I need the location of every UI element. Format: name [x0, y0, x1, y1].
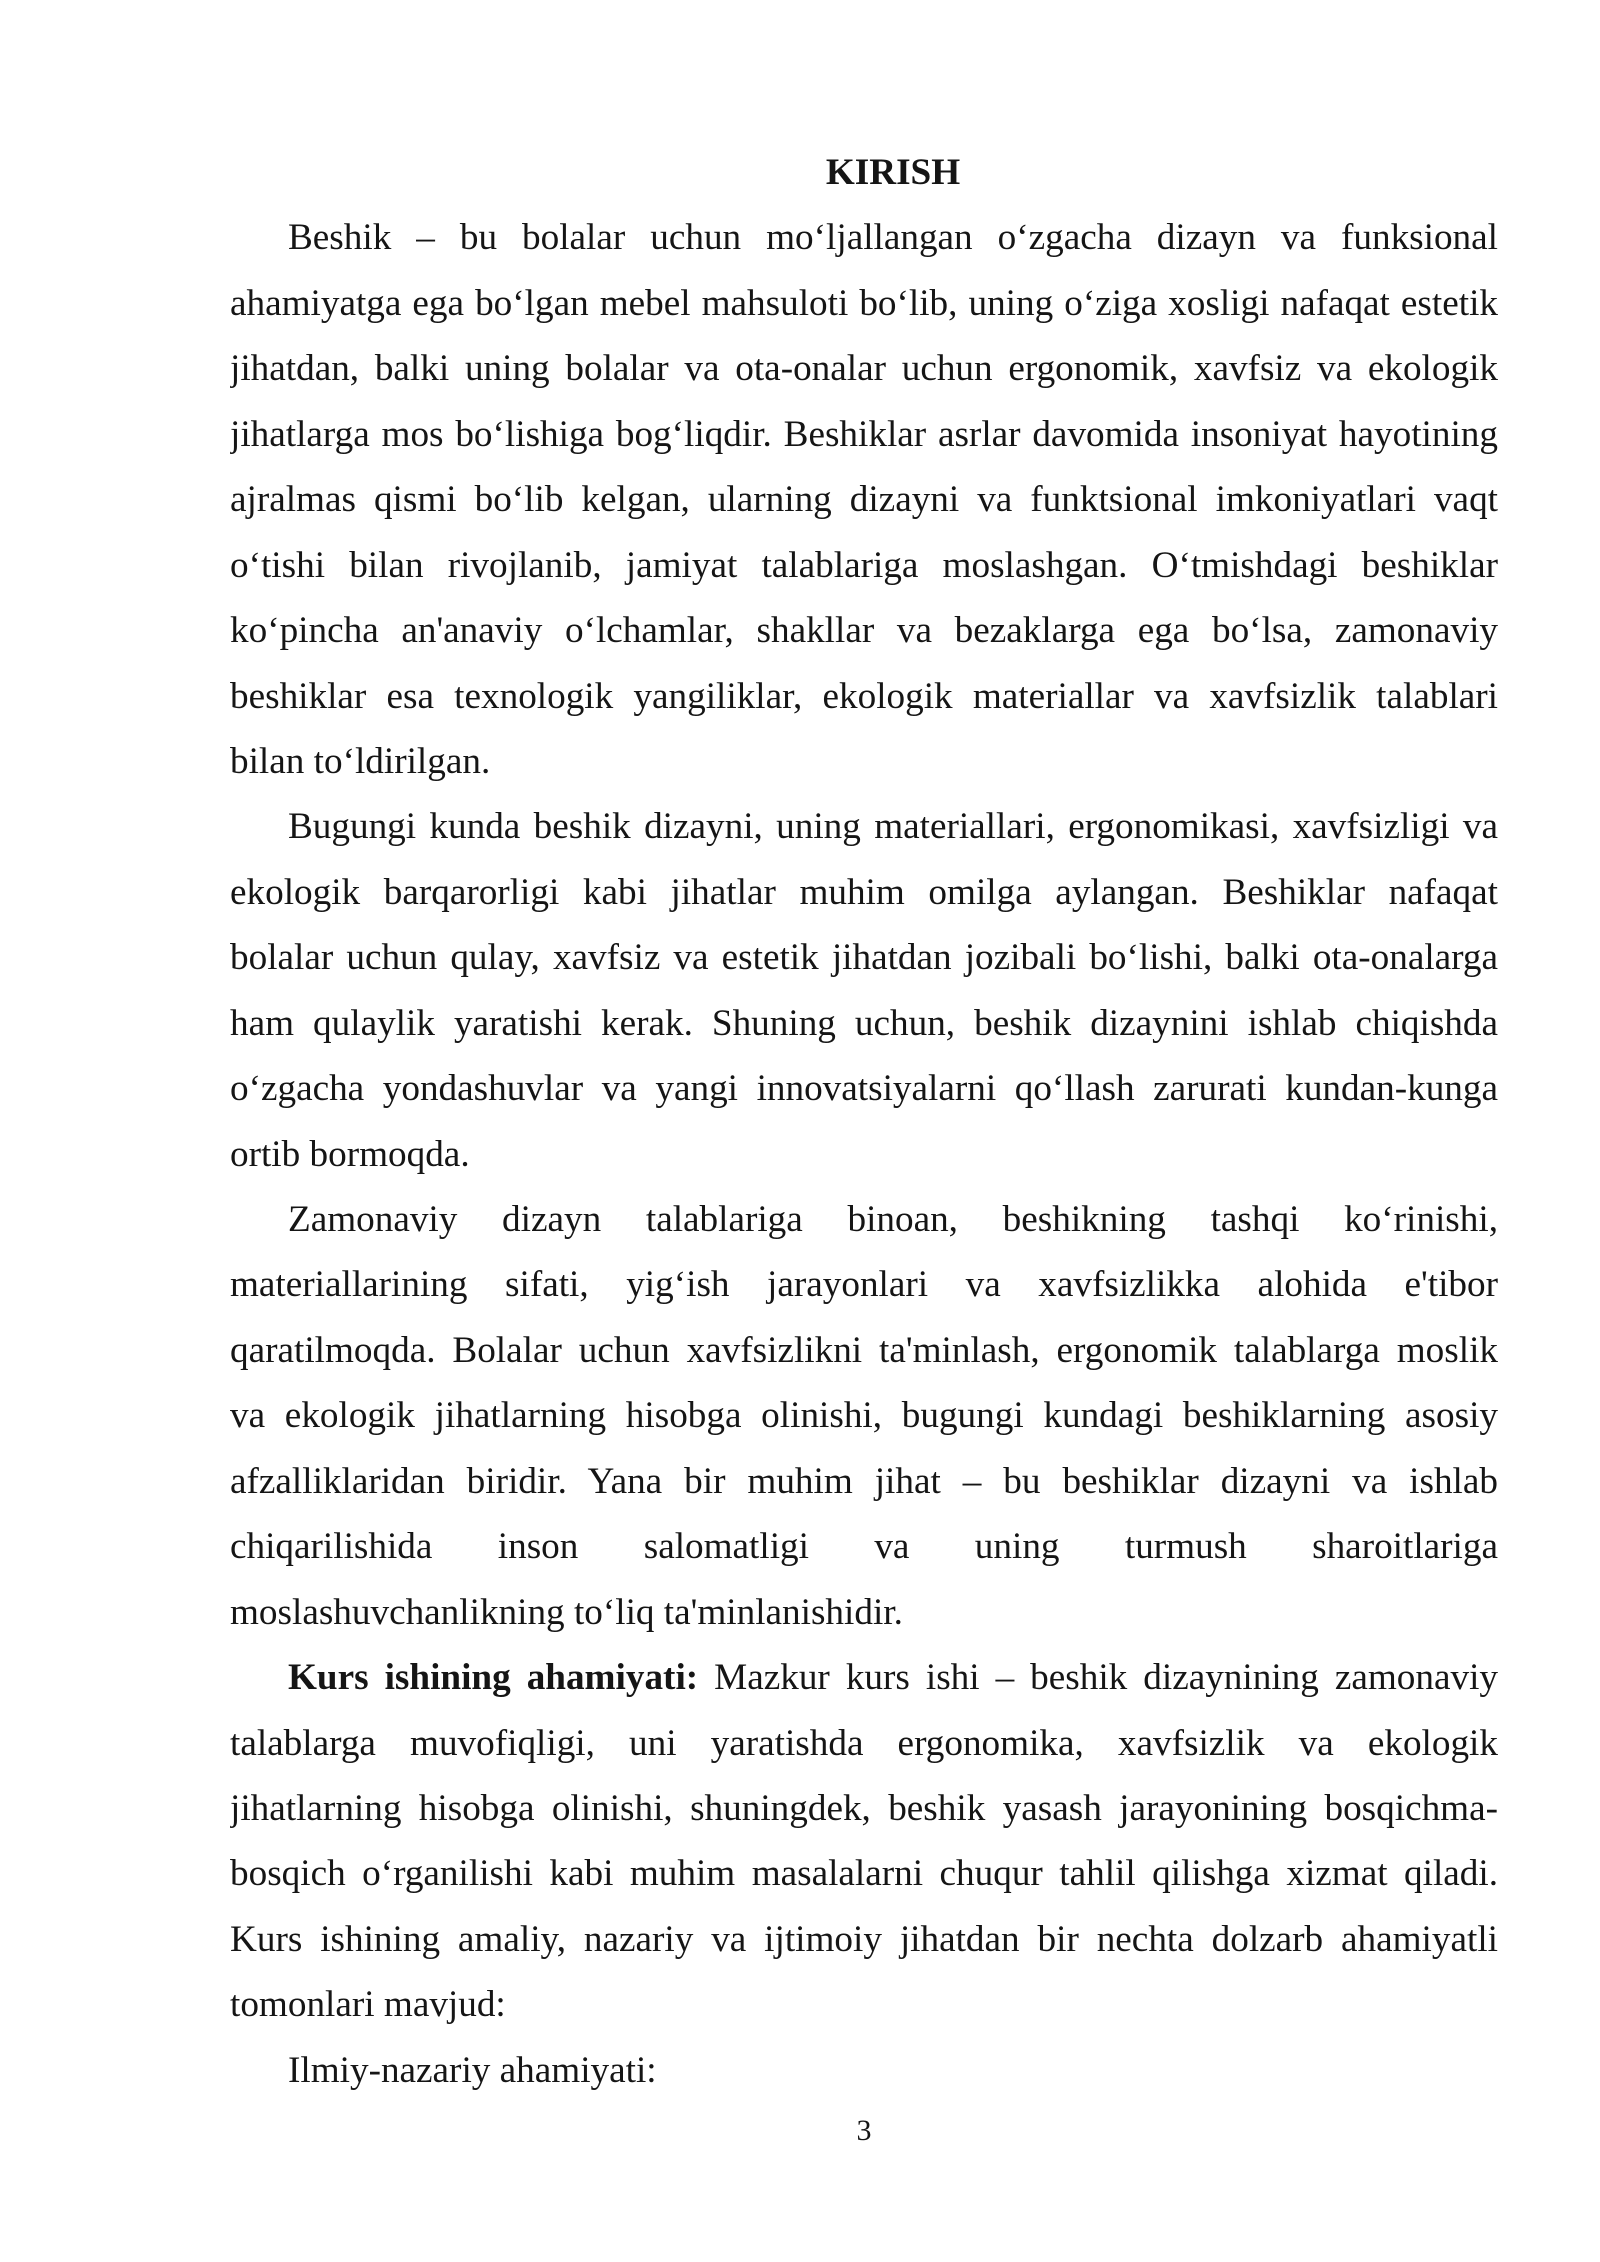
- paragraph-line: bilan to‘ldirilgan.: [230, 740, 491, 782]
- paragraph-line: bosqich o‘rganilishi kabi muhim masalalarni chuqur tahlil qilishga xizmat qiladi.: [230, 1853, 1498, 1895]
- paragraph-line: beshiklar esa texnologik yangiliklar, ekologik materiallar va xavfsizlik talablari: [230, 675, 1498, 717]
- paragraph-line: afzalliklaridan biridir. Yana bir muhim jihat – bu beshiklar dizayni va ishlab: [230, 1460, 1498, 1502]
- paragraph-lead: Kurs ishining ahamiyati:: [288, 1657, 699, 1699]
- paragraph-line: jihatlarning hisobga olinishi, shuningdek, beshik yasash jarayonining bosqichma-: [230, 1787, 1498, 1829]
- paragraph: [230, 205, 1498, 794]
- paragraph-line: o‘tishi bilan rivojlanib, jamiyat talablariga moslashgan. O‘tmishdagi beshiklar: [230, 544, 1498, 586]
- paragraph-line: ekologik barqarorligi kabi jihatlar muhim omilga aylangan. Beshiklar nafaqat: [230, 871, 1498, 913]
- paragraph-line: [230, 1645, 1498, 1710]
- paragraph-line: bolalar uchun qulay, xavfsiz va estetik jihatdan jozibali bo‘lishi, balki ota-onalarga: [230, 937, 1498, 979]
- paragraph-line: qaratilmoqda. Bolalar uchun xavfsizlikni ta'minlash, ergonomik talablarga moslik: [230, 1329, 1498, 1371]
- paragraph-line: jihatdan, balki uning bolalar va ota-onalar uchun ergonomik, xavfsiz va ekologik: [230, 348, 1498, 390]
- paragraph-line: ko‘pincha an'anaviy o‘lchamlar, shakllar va bezaklarga ega bo‘lsa, zamonaviy: [230, 610, 1498, 652]
- paragraph-line: ahamiyatga ega bo‘lgan mebel mahsuloti bo‘lib, uning o‘ziga xosligi nafaqat estetik: [230, 282, 1498, 324]
- paragraph-line: o‘zgacha yondashuvlar va yangi innovatsiyalarni qo‘llash zarurati kundan-kunga: [230, 1068, 1498, 1110]
- paragraph-line: Ilmiy-nazariy ahamiyati:: [288, 2049, 657, 2091]
- paragraph-line: moslashuvchanlikning to‘liq ta'minlanishidir.: [230, 1591, 903, 1633]
- paragraph-line: tomonlari mavjud:: [230, 1984, 506, 2026]
- paragraph-line: jihatlarga mos bo‘lishiga bog‘liqdir. Beshiklar asrlar davomida insoniyat hayotining: [230, 413, 1498, 455]
- paragraph-line: Bugungi kunda beshik dizayni, uning materiallari, ergonomikasi, xavfsizligi va: [288, 806, 1498, 848]
- paragraph-line: Zamonaviy dizayn talablariga binoan, beshikning tashqi ko‘rinishi,: [288, 1199, 1498, 1240]
- paragraph-line: ortib bormoqda.: [230, 1133, 470, 1175]
- paragraph-line: ham qulaylik yaratishi kerak. Shuning uchun, beshik dizaynini ishlab chiqishda: [230, 1002, 1498, 1044]
- paragraph-line: Beshik – bu bolalar uchun mo‘ljallangan o‘zgacha dizayn va funksional: [288, 217, 1498, 259]
- paragraph: [230, 1645, 1498, 2038]
- paragraph: [230, 1187, 1498, 1645]
- paragraph-line: Kurs ishining amaliy, nazariy va ijtimoiy jihatdan bir nechta dolzarb ahamiyatli: [230, 1918, 1498, 1960]
- paragraph: [230, 794, 1498, 1187]
- paragraph-line: va ekologik jihatlarning hisobga olinishi, bugungi kundagi beshiklarning asosiy: [230, 1395, 1498, 1437]
- page-heading: KIRISH: [825, 152, 961, 193]
- paragraph-line-text: Mazkur kurs ishi – beshik dizaynining zamonaviy: [714, 1657, 1498, 1699]
- paragraph-line: chiqarilishida inson salomatligi va uning turmush sharoitlariga: [230, 1526, 1498, 1568]
- paragraph-line: talablarga muvofiqligi, uni yaratishda ergonomika, xavfsizlik va ekologik: [230, 1722, 1498, 1764]
- document-body: [230, 140, 1498, 2103]
- page-number: 3: [856, 2114, 872, 2147]
- paragraph: [230, 2038, 1498, 2103]
- paragraph-line: ajralmas qismi bo‘lib kelgan, ularning dizayni va funktsional imkoniyatlari vaqt: [230, 479, 1498, 521]
- paragraph-line: materiallarining sifati, yig‘ish jarayonlari va xavfsizlikka alohida e'tibor: [230, 1264, 1498, 1306]
